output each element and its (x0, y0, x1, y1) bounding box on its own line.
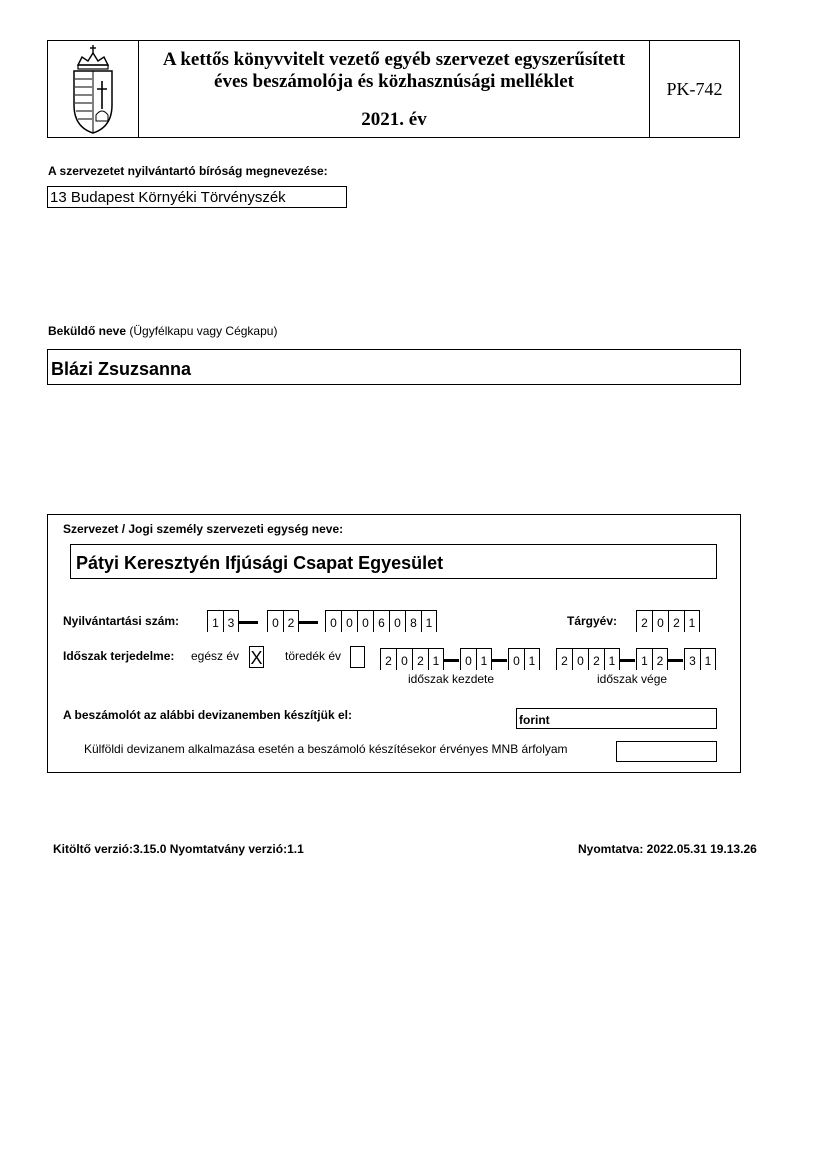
digit-cell[interactable]: 0 (389, 610, 405, 632)
period-end-label: időszak vége (597, 672, 668, 686)
digit-cell[interactable]: 1 (604, 648, 620, 670)
digit-cell[interactable]: 0 (341, 610, 357, 632)
form-header (47, 40, 740, 138)
digit-cell[interactable]: 2 (668, 610, 684, 632)
print-timestamp: Nyomtatva: 2022.05.31 19.13.26 (578, 842, 757, 856)
whole-year-checkbox[interactable]: X (250, 648, 263, 668)
organization-label: Szervezet / Jogi személy szervezeti egység neve: (63, 522, 344, 536)
digit-cell[interactable]: 2 (380, 648, 396, 670)
separator-dash (667, 659, 683, 662)
digit-cell[interactable]: 2 (588, 648, 604, 670)
court-field[interactable] (47, 186, 347, 208)
digit-cell[interactable]: 3 (223, 610, 239, 632)
crest-cell (48, 41, 139, 137)
digit-cell[interactable]: 0 (652, 610, 668, 632)
fx-field[interactable] (616, 741, 717, 762)
digit-cell[interactable]: 1 (421, 610, 437, 632)
organization-value: Pátyi Keresztyén Ifjúsági Csapat Egyesület (76, 553, 444, 573)
currency-field[interactable] (516, 708, 717, 729)
separator-dash (491, 659, 507, 662)
digit-cell[interactable]: 1 (700, 648, 716, 670)
digit-cell[interactable]: 0 (572, 648, 588, 670)
partial-year-checkbox[interactable] (350, 646, 365, 668)
organization-field[interactable] (70, 544, 717, 579)
separator-dash (619, 659, 635, 662)
digit-cell[interactable]: 6 (373, 610, 389, 632)
version-info: Kitöltő verzió:3.15.0 Nyomtatvány verzió:1.1 (53, 842, 304, 856)
partial-year-label: töredék év (285, 649, 342, 663)
currency-value: forint (519, 713, 550, 727)
digit-cell[interactable]: 2 (556, 648, 572, 670)
digit-cell[interactable]: 1 (476, 648, 492, 670)
period-start-label: időszak kezdete (408, 672, 495, 686)
digit-cell[interactable]: 2 (636, 610, 652, 632)
separator-dash (298, 621, 318, 624)
court-value: 13 Budapest Környéki Törvényszék (50, 189, 286, 206)
form-code: PK-742 (666, 78, 723, 99)
whole-year-label: egész év (191, 649, 240, 663)
registration-label: Nyilvántartási szám: (63, 614, 180, 628)
digit-cell[interactable]: 8 (405, 610, 421, 632)
separator-dash (443, 659, 459, 662)
digit-cell[interactable]: 2 (283, 610, 299, 632)
digit-cell[interactable]: 1 (524, 648, 540, 670)
subject-year-label: Tárgyév: (567, 614, 618, 628)
digit-cell[interactable]: 0 (357, 610, 373, 632)
digit-cell[interactable]: 1 (207, 610, 223, 632)
sender-label (48, 324, 277, 338)
currency-label: A beszámolót az alábbi devizanemben készítjük el: (63, 708, 352, 722)
digit-cell[interactable]: 0 (396, 648, 412, 670)
court-label: A szervezetet nyilvántartó bíróság megnevezése: (48, 164, 328, 178)
coat-of-arms-icon (70, 43, 116, 135)
digit-cell[interactable]: 0 (267, 610, 283, 632)
sender-field[interactable] (47, 349, 741, 385)
digit-cell[interactable]: 2 (412, 648, 428, 670)
digit-cell[interactable]: 3 (684, 648, 700, 670)
sender-value: Blázi Zsuzsanna (51, 359, 192, 379)
digit-cell[interactable]: 1 (636, 648, 652, 670)
digit-cell[interactable]: 1 (428, 648, 444, 670)
form-year: 2021. év (361, 109, 427, 130)
digit-cell[interactable]: 2 (652, 648, 668, 670)
form-title (139, 41, 650, 137)
separator-dash (238, 621, 258, 624)
sender-label-rest: (Ügyfélkapu vagy Cégkapu) (129, 324, 278, 338)
digit-cell[interactable]: 1 (684, 610, 700, 632)
digit-cell[interactable]: 0 (460, 648, 476, 670)
digit-cell[interactable]: 0 (508, 648, 524, 670)
digit-cell[interactable]: 0 (325, 610, 341, 632)
title-line-2: éves beszámolója és közhasznúsági melléklet (214, 71, 574, 92)
period-label: Időszak terjedelme: (63, 649, 175, 663)
title-line-1: A kettős könyvvitelt vezető egyéb szervezet egyszerűsített (162, 49, 626, 70)
fx-label: Külföldi devizanem alkalmazása esetén a beszámoló készítésekor érvényes MNB árfolyam (84, 742, 568, 756)
sender-label-bold: Beküldő neve (48, 324, 127, 338)
